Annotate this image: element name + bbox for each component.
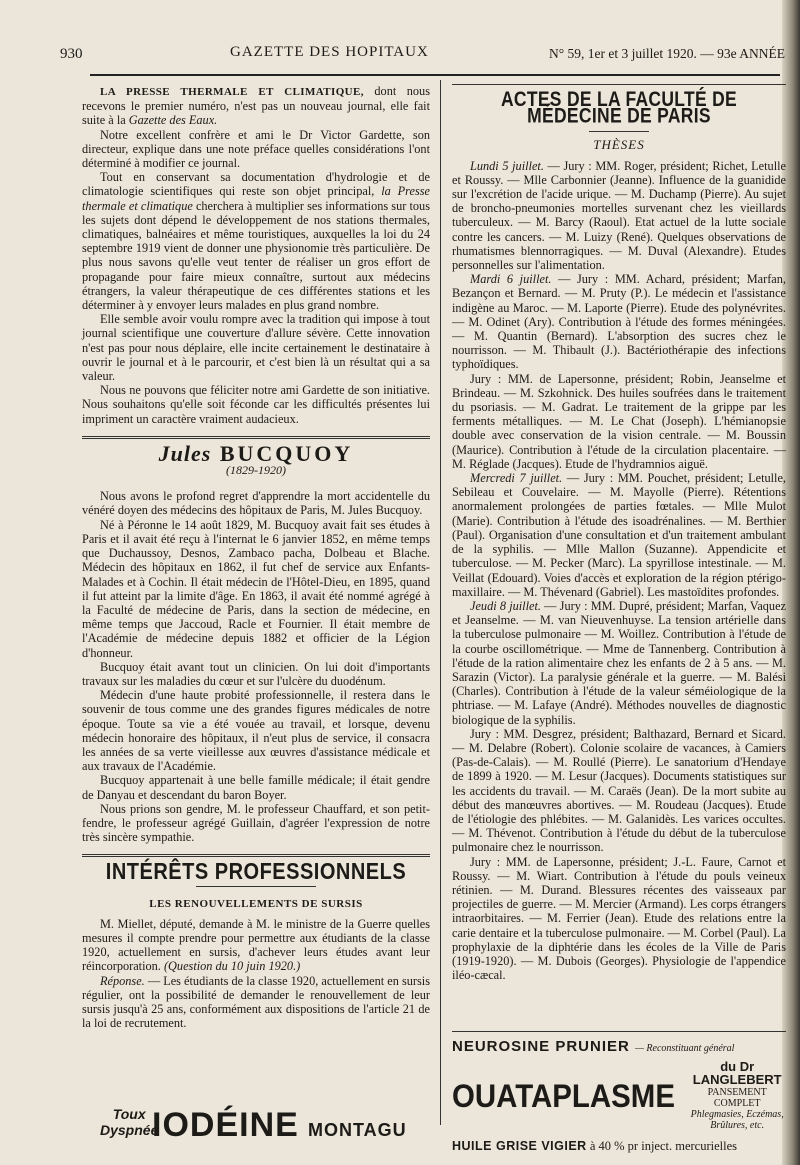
interets-title: INTÉRÊTS PROFESSIONNELS (105, 859, 407, 885)
obituary-paragraph-5: Bucquoy appartenait à une belle famille médicale; il était gendre de Danyau et descendant du baron Boyer. (82, 773, 430, 802)
obituary-paragraph-4: Médecin d'une haute probité professionnelle, il restera dans le souvenir de tous comme une des grandes figures médicales de notre époque. Toute sa vie a été vouée au travail, et lorsque, devenu médecin honoraire des hôpitaux, il n'eut plus de service, il consacra les années de sa verte vieillesse aux œuvres d'assistance médicale et aux travaux de l'Académie. (82, 688, 430, 774)
ouataplasme-ad: OUATAPLASME du Dr LANGLEBERT PANSEMENT COMPLET Phlegmasies, Eczémas, Brûlures, etc. (452, 1059, 784, 1131)
short-rule (196, 886, 316, 887)
press-paragraph-5: Nous ne pouvons que féliciter notre ami Gardette de son initiative. Nous souhaitons qu'elle soit féconde car les difficultés présentes lui impriment un caractère vraiment audacieux. (82, 383, 430, 426)
neurosine-ad: NEUROSINE PRUNIER — Reconstituant général (452, 1038, 735, 1055)
short-rule (589, 131, 649, 132)
thesis-entry: Mercredi 7 juillet. — Jury : MM. Pouchet, président; Letulle, Sebileau et Couvelaire. — M. Mayolle (Pierre). Rétentions anormalement prolongées de parties fœtales. — Mlle Mulot (Marie). Contribution à l'étude des isoadrénalines. — M. Berthier (Paul). Organisation d'une consultation et d'un traitement ambulant de la syphilis. — Mlle Mallon (Suzanne). Appendicite et tuberculose. — M. Pecker (Marc). La spyrillose intestinale. — M. Veillat (Edouard). Voies d'accès et exploration de la région ptérigo-maxillaire. — M. Thévenard (Gabriel). Les mastoïdites profondes. (452, 471, 787, 599)
thesis-entry: Jury : MM. de Lapersonne, président; J.-L. Faure, Carnot et Roussy. — M. Wiart. Contribution à l'étude du pouls veineux rétinien. — M. Durand. Blessures récentes des vaisseaux par projectiles de guerre. — M. Mercier (Armand). Les corps étrangers intraorbitaires. — M. Ferrier (Jean). Etude des relations entre la carie dentaire et la tuberculose pulmonaire. — M. Corbel (Paul). La prophylaxie de la diphtérie dans les écoles de la Ville de Paris (1919-1920). — M. Dubois (Georges). Physiologie de l'appendice iléo-cæcal. (452, 854, 786, 983)
press-paragraph-1: LA PRESSE THERMALE ET CLIMATIQUE, dont nous recevons le premier numéro, n'est pas un nouveau journal, elle fait suite à la Gazette des Eaux. (82, 84, 430, 128)
obituary-paragraph-2: Né à Péronne le 14 août 1829, M. Bucquoy avait fait ses études à Paris et il avait été reçu à l'internat le 6 janvier 1852, en même temps que Duchaussoy, Desnos, Zambaco pacha, Dolbeau et Blache. Médecin des hôpitaux en 1862, il fut chef de service aux Enfants-Malades et à Cochin. Il était médecin de l'Hôtel-Dieu, en 1895, quand il fut atteint par la limite d'âge. En 1863, il avait été nommé agrégé à la Faculté de médecine de Paris, dans la section de médecine, en même temps que Jaccoud, Racle et Fournier. Il était membre de l'Académie de médecine depuis 1882 et officier de la Légion d'honneur. (82, 517, 430, 660)
page-header (60, 44, 785, 66)
ad-brand: IODÉINE (152, 1106, 299, 1144)
thesis-entry: Jury : MM. de Lapersonne, président; Robin, Jeanselme et Brindeau. — M. Szkohnick. Des huiles soufrées dans le traitement du psoriasis. — M. Gadrat. Le traitement de la grippe par les ferments métalliques. — M. Le Chat (Joseph). L'hémianopsie double avec conservation de la vision centrale. — M. Boussin (Maurice). Contribution à l'étude de la circulation placentaire. — M. Réglade (Jacques). Etude de l'hydramnios aiguë. (452, 371, 786, 471)
interets-subtitle: LES RENOUVELLEMENTS DE SURSIS (149, 897, 363, 910)
page-number: 930 (60, 46, 83, 62)
press-paragraph-2: Notre excellent confrère et ami le Dr Victor Gardette, son directeur, explique dans une note préface quelles considérations l'ont déterminé à modifier ce journal. (82, 127, 430, 171)
obituary-years: (1829-1920) (226, 463, 286, 478)
thesis-entry: Jury : MM. Desgrez, président; Balthazard, Bernard et Sicard. — M. Delabre (Robert). Colonie scolaire de vacances, à Camiers (Pas-de-Calais). — M. Roullé (Pierre). Le sanatorium d'Hendaye de 1899 à 1920. — M. Lesur (Jacques). Documents statistiques sur les accidents du travail. — M. Caraës (Jean). De la mort subite au début des manœuvres abortives. — M. Roudeau (Jacques). Etude de l'étiologie des phlébites. — M. Galanidès. Les varices occultes. — M. Thévenot. Contribution à l'étude du début de la tuberculose pulmonaire chez le nourrisson. (452, 726, 786, 855)
header-rule (90, 74, 780, 76)
interets-paragraph-1: M. Miellet, député, demande à M. le ministre de la Guerre quelles mesures il compte prendre pour permettre aux étudiants de la classe 1920, actuellement en sursis, d'achever leurs études avant leur réincorporation. (Question du 10 juin 1920.) (82, 916, 430, 974)
thesis-entry: Mardi 6 juillet. — Jury : MM. Achard, président; Marfan, Bezançon et Bernard. — M. Pruty (P.). Le médecin et l'assistance indigène au Maroc. — M. Laporte (Pierre). Etude des polynévrites. — M. Odinet (Ary). Contribution à l'étude des formes méningées. — M. Quantin (Bernard). L'absorption des sucres chez le nourrisson. — M. Thibault (J.). Bactériothérapie des infections typhoïdiques. (452, 272, 786, 372)
ad-rule (452, 1031, 786, 1032)
left-column (82, 84, 430, 1030)
theses-heading: THÈSES (593, 137, 645, 153)
column-divider (440, 80, 441, 1125)
right-column (452, 84, 786, 982)
thesis-entry: Lundi 5 juillet. — Jury : MM. Roger, président; Richet, Letulle et Roussy. — Mlle Carbonnier (Jeanne). Influence de la guanidide sur l'excrétion de l'acide urique. — M. Duchamp (Pierre). Au sujet de broncho-pneumonies mortelles survenant chez les vieillards tuberculeux. — M. Barcy (Raoul). Etat actuel de la lutte sociale contre les cancers. — M. Luizy (René). Quelques observations de rhumatismes blennorragiques. — M. Duval (Alexandre). Etudes personnelles sur l'alimentation. (452, 158, 786, 273)
huile-grise-ad: HUILE GRISE VIGIER à 40 % pr inject. mercurielles (452, 1139, 738, 1153)
obituary-paragraph-6: Nous prions son gendre, M. le professeur Chauffard, et son petit-fendre, le professeur agrégé Guillain, d'agréer l'expression de notre très sincère sympathie. (82, 801, 430, 845)
thesis-entry: Jeudi 8 juillet. — Jury : MM. Dupré, président; Marfan, Vaquez et Jeanselme. — M. van Nieuvenhuyse. La tension artérielle dans la tuberculose pulmonaire — M. Woillez. Contribution à l'étude de la courbe oscillométrique. — Mme de Tannenberg. Contribution à l'étude de la ration alimentaire chez les enfants de 2 à 5 ans. — M. Sarazin (Victor). La paralysie générale et la guerre. — M. Balési (Charles). Contribution à l'étude de la valeur séméiologique de la phtriase. — M. Lafaye (André). Méthodes nouvelles de diagnostic biologique de la syphilis. (452, 598, 786, 727)
section-divider (82, 436, 430, 439)
issue-line: N° 59, 1er et 3 juillet 1920. — 93e ANNÉE (549, 46, 785, 61)
right-advertisements (452, 1025, 786, 1154)
iodeine-advertisement (90, 1100, 430, 1160)
ad-maker: MONTAGU (308, 1120, 407, 1140)
acts-title: ACTES DE LA FACULTÉ DE MÉDECINE DE PARIS (500, 86, 738, 128)
top-rule (452, 84, 786, 85)
theses-list (452, 159, 786, 983)
obituary-name: Jules BUCQUOY (158, 440, 354, 466)
ad-symptoms: Toux Dyspnée (100, 1106, 159, 1138)
press-paragraph-4: Elle semble avoir voulu rompre avec la tradition qui impose à tout journal scientifique une couverture d'allure sévère. Cette innovation n'est pas pour nous déplaire, elle incite certainement le destinataire à ouvrir le journal et à le parcourir, et c'est bien là un résultat qui a sa valeur. (82, 312, 430, 384)
press-paragraph-3: Tout en conservant sa documentation d'hydrologie et de climatologie scientifiques qui reste son objet principal, la Presse thermale et climatique cherchera à multiplier ses informations sur tous les sujets dont dépend le développement de nos stations thermales, climatiques, balnéaires et même touristiques, auxquelles la loi du 24 septembre 1919 vient de donner une physionomie très particulière. De plus nous savons qu'elle veut tenter de réaliser un gros effort de propagande pour faire mieux connaître, surtout aux médecins étrangers, la valeur thérapeutique de ces différentes stations et les déterminer à y envoyer leurs malades en plus grand nombre. (82, 170, 430, 313)
obituary-paragraph-1: Nous avons le profond regret d'apprendre la mort accidentelle du vénéré doyen des médecins des hôpitaux de Paris, M. Jules Bucquoy. (82, 489, 430, 518)
journal-title: GAZETTE DES HOPITAUX (230, 44, 429, 60)
interets-paragraph-2: Réponse. — Les étudiants de la classe 1920, actuellement en sursis régulier, ont la possibilité de demander le renouvellement de leur sursis jusqu'à 25 ans, conformément aux dispositions de l'article 21 de la loi de recrutement. (82, 973, 430, 1031)
obituary-paragraph-3: Bucquoy était avant tout un clinicien. On lui doit d'importants travaux sur les maladies du cœur et sur l'ulcère du duodénum. (82, 659, 430, 688)
section-divider (82, 854, 430, 857)
